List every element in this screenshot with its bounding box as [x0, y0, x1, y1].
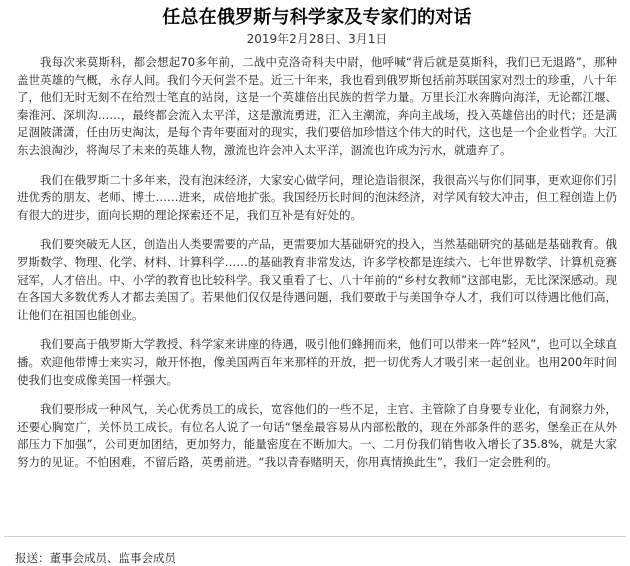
paragraph-3: 我们要突破无人区，创造出人类要需要的产品，更需要加大基础研究的投入，当然基础研究的基础是基础教育。俄罗斯数学、物理、化学、材料、计算科学……的基础教育非常发达，许多学校都是连续六、七年世界数学、计算机竞赛冠军，人才倍出。中、小学的教育也比较科学。我又重看了七、八十年前的“乡村女教师”这部电影，无比深深感动。现在各国大多数优秀人才都去美国了。若果他们仅仅是待遇问题，我们要敢于与美国争夺人才，我们可以待遇比他们高，让他们在祖国也能创业。	[17, 237, 617, 322]
footer-divider	[4, 536, 626, 537]
footer-recipients: 董事会成员、监事会成员	[49, 551, 176, 565]
article-title: 任总在俄罗斯与科学家及专家们的对话	[162, 7, 472, 28]
paragraph-1: 我每次来莫斯科，都会想起70多年前，二战中克洛奇科夫中尉，他呼喊“背后就是莫斯科，我们已无退路”，那种盖世英雄的气概，永存人间。我们今天何尝不是。近三十年来，我也看到俄罗斯包括前苏联国家对烈士的珍重，八十年了，他们无时无刻不在给烈士笔直的站岗，这是一个英雄倍出民族的哲学力量。万里长江水奔腾向海洋，无论都江堰、秦淮河、深圳沟……，最终都会流入太平洋，这是激流勇进，汇入主潮流，奔向主战场，投入英雄倍出的时代；还是满足涸陂潇潇，任由历史淘汰，是每个青年要面对的现实，我们要倍加珍惜这个伟大的时代，这也是一个企业哲学。大江东去浪淘沙，将淘尽了未来的英雄人物，激流也许会冲入太平洋，涸流也许成为污水，就遗弃了。	[17, 55, 617, 157]
footer-label: 报送：	[15, 551, 50, 565]
paragraph-2: 我们在俄罗斯二十多年来，没有泡沫经济，大家安心做学问，理论造诣很深，我很高兴与你们同事，更欢迎你们引进优秀的朋友、老师、博士……进来，成倍地扩张。我国经历长时间的泡沫经济，对学风有较大冲击，但工程创造上仍有很大的进步，面向长期的理论探索还不足，我们互补是有好处的。	[17, 172, 617, 222]
paragraph-5: 我们要形成一种风气，关心优秀员工的成长，宽容他们的一些不足，主官、主管除了自身要专业化，有洞察力外，还要心胸宽广，关怀员工成长。有位名人说了一句话“堡垒最容易从内部松散的，现在外部条件的恶劣，堡垒正在从外部压力下加强”，公司更加团结，更加努力，能量密度在不断加大。一、二月份我们销售收入增长了35.8%，就是大家努力的见证。不怕困难，不留后路，英勇前进。“我以青春赌明天，你用真情换此生”，我们一定会胜利的。	[17, 402, 617, 469]
paragraph-4: 我们要高于俄罗斯大学教授、科学家来讲座的待遇，吸引他们蜂拥而来，他们可以带来一阵“轻风”，也可以全球直播。欢迎他带博士来实习，敞开怀抱，像美国两百年来那样的开放，把一切优秀人才吸引来一起创业。也用200年时间使我们也变成像美国一样强大。	[17, 337, 617, 387]
article-date: 2019年2月28日、3月1日	[246, 32, 388, 46]
